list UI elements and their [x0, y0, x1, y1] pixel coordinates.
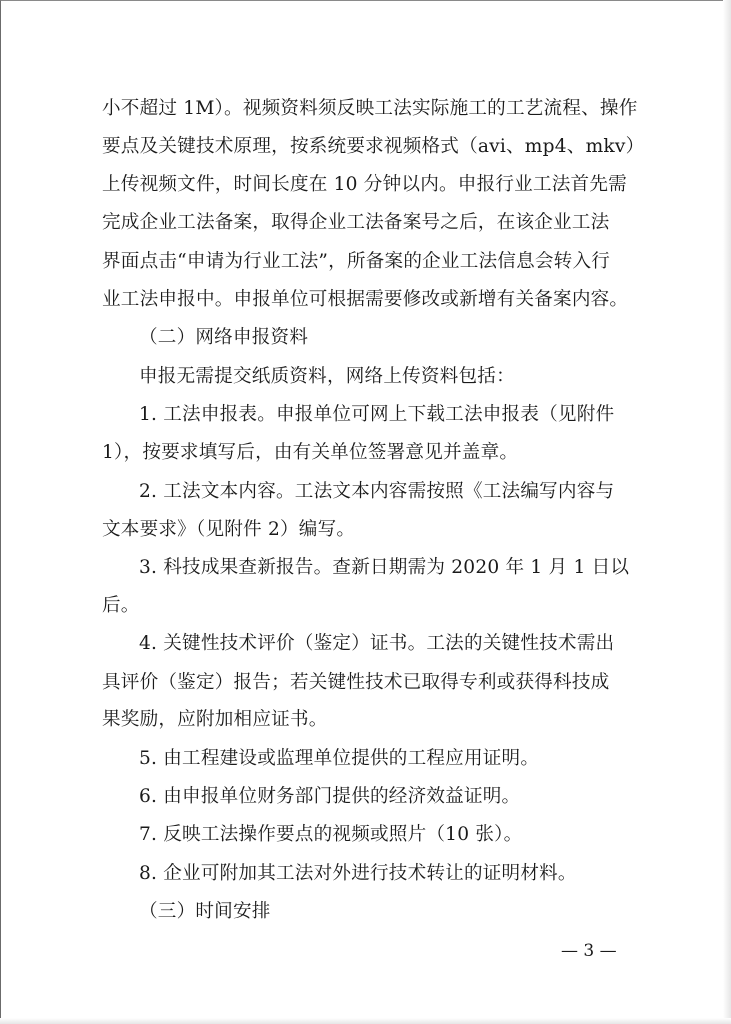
- body-text-line: 小不超过 1M）。视频资料须反映工法实际施工的工艺流程、操作: [102, 98, 638, 119]
- list-item: 4. 关键性技术评价（鉴定）证书。工法的关键性技术需出: [139, 633, 615, 654]
- list-item: 2. 工法文本内容。工法文本内容需按照《工法编写内容与: [139, 481, 615, 502]
- body-text-line: 业工法申报中。申报单位可根据需要修改或新增有关备案内容。: [102, 289, 629, 310]
- list-item: 7. 反映工法操作要点的视频或照片（10 张）。: [139, 824, 523, 845]
- list-item: 3. 科技成果查新报告。查新日期需为 2020 年 1 月 1 日以: [139, 557, 630, 578]
- page-edge-shadow: [723, 0, 731, 1024]
- page-edge-shadow: [0, 1018, 731, 1024]
- body-text-line: 申报无需提交纸质资料，网络上传资料包括：: [139, 366, 515, 387]
- list-item-continuation: 果奖励，应附加相应证书。: [102, 709, 328, 730]
- body-text-line: 界面点击“申请为行业工法”，所备案的企业工法信息会转入行: [102, 251, 611, 272]
- list-item: 6. 由申报单位财务部门提供的经济效益证明。: [139, 786, 521, 807]
- page-number: — 3 —: [561, 941, 617, 961]
- section-heading: （二）网络申报资料: [139, 327, 309, 348]
- list-item-continuation: 后。: [102, 595, 140, 616]
- body-text-line: 上传视频文件，时间长度在 10 分钟以内。申报行业工法首先需: [102, 174, 627, 195]
- section-heading: （三）时间安排: [139, 901, 271, 922]
- list-item: 8. 企业可附加其工法对外进行技术转让的证明材料。: [139, 863, 577, 884]
- list-item: 5. 由工程建设或监理单位提供的工程应用证明。: [139, 748, 540, 769]
- body-text-line: 要点及关键技术原理，按系统要求视频格式（avi、mp4、mkv）: [102, 136, 645, 157]
- body-text-line: 完成企业工法备案，取得企业工法备案号之后，在该企业工法: [102, 212, 610, 233]
- list-item-continuation: 文本要求》（见附件 2）编写。: [102, 519, 356, 540]
- list-item-continuation: 1），按要求填写后，由有关单位签署意见并盖章。: [102, 442, 519, 463]
- list-item-continuation: 具评价（鉴定）报告；若关键性技术已取得专利或获得科技成: [102, 672, 610, 693]
- list-item: 1. 工法申报表。申报单位可网上下载工法申报表（见附件: [139, 404, 615, 425]
